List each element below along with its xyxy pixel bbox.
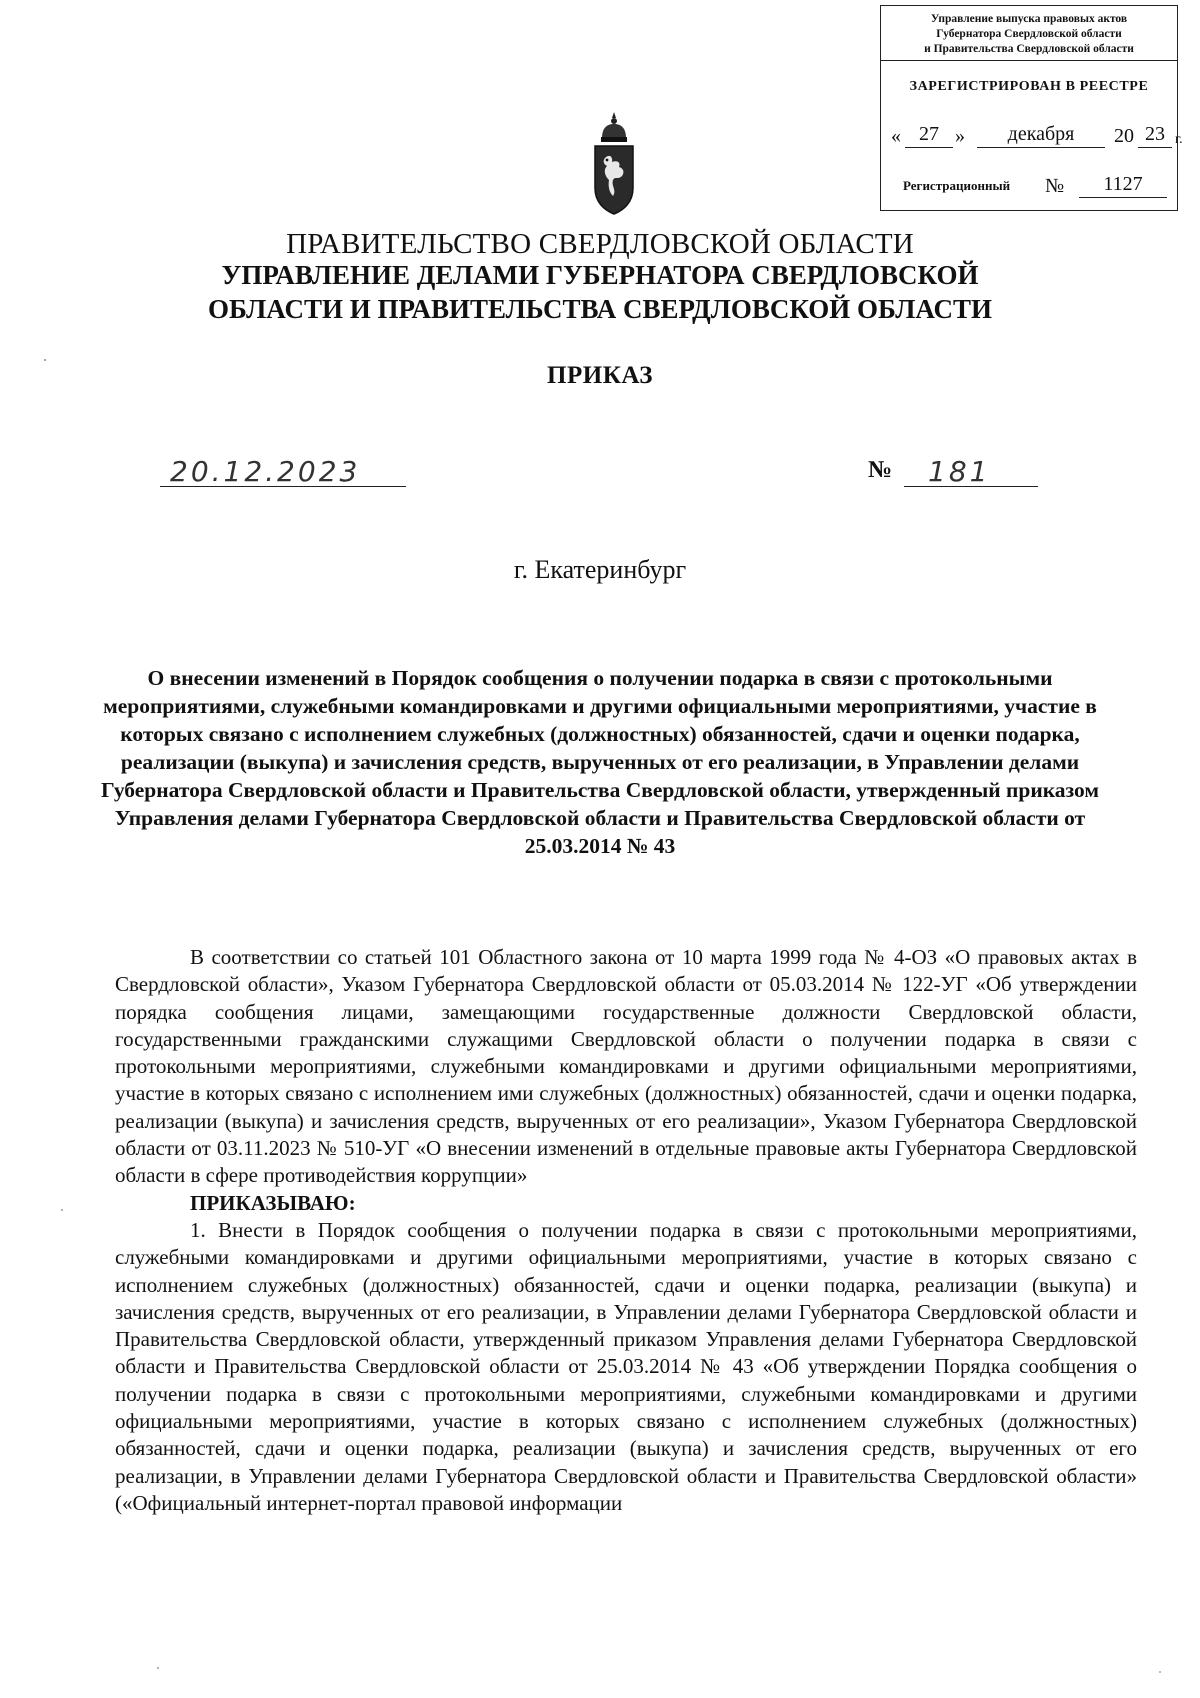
stamp-close-quote: » xyxy=(955,125,965,147)
department-title-line-1: УПРАВЛЕНИЕ ДЕЛАМИ ГУБЕРНАТОРА СВЕРДЛОВСКОЙ xyxy=(221,260,979,290)
directive-heading: ПРИКАЗЫВАЮ: xyxy=(190,1190,356,1215)
order-number-label: № xyxy=(868,457,893,483)
order-date-field xyxy=(160,455,406,487)
stamp-year-abbr: г. xyxy=(1175,132,1183,147)
stamp-year-prefix: 20 xyxy=(1114,125,1134,147)
city: г. Екатеринбург xyxy=(513,555,687,584)
stamp-day: 27 xyxy=(905,121,953,148)
document-body xyxy=(115,944,1137,1517)
stamp-header-line: Управление выпуска правовых актов xyxy=(930,13,1128,25)
stamp-month: декабря xyxy=(977,121,1105,148)
stamp-reg-label: Регистрационный xyxy=(903,178,1011,193)
stamp-date-row xyxy=(891,120,1183,148)
stamp-header-line: Губернатора Свердловской области xyxy=(936,28,1122,40)
order-date: 20.12.2023 xyxy=(170,455,361,488)
coat-of-arms-emblem xyxy=(591,110,637,216)
stamp-header-line: и Правительства Свердловской области xyxy=(924,43,1134,55)
order-number-field xyxy=(904,455,1038,487)
department-title-line-2: ОБЛАСТИ И ПРАВИТЕЛЬСТВА СВЕРДЛОВСКОЙ ОБЛАСТИ xyxy=(208,294,992,324)
stamp-year-suffix: 23 xyxy=(1138,121,1172,148)
document-type: ПРИКАЗ xyxy=(547,362,653,389)
order-number: 181 xyxy=(928,455,991,488)
stamp-registered-title: ЗАРЕГИСТРИРОВАН В РЕЕСТРЕ xyxy=(909,79,1149,94)
government-title: ПРАВИТЕЛЬСТВО СВЕРДЛОВСКОЙ ОБЛАСТИ xyxy=(286,228,914,260)
stamp-header xyxy=(881,6,1177,61)
registration-stamp xyxy=(880,5,1183,211)
stamp-reg-no-sign: № xyxy=(1045,175,1065,197)
document-title: О внесении изменений в Порядок сообщения о получении подарка в связи с протокольными мероприятиями, служебными командировками и другими официальными мероприятиями, участие в которых связано с исполнением служебных (должностных) обязанностей, сдачи и оценки подарка, реализации (выкупа) и зачисления средств, вырученных от его реализации, в Управлении делами Губернатора Свердловской области и Правительства Свердловской области, утвержденный приказом Управления делами Губернатора Свердловской области и Правительства Свердловской области от 25.03.2014 № 43 xyxy=(100,666,1100,858)
item-1-paragraph: 1. Внести в Порядок сообщения о получении подарка в связи с протокольными мероприятиями, служебными командировками и другими официальными мероприятиями, участие в которых связано с исполнением служебных (должностных) обязанностей, сдачи и оценки подарка, реализации (выкупа) и зачисления средств, вырученных от его реализации, в Управлении делами Губернатора Свердловской области и Правительства Свердловской области, утвержденный приказом Управления делами Губернатора Свердловской области и Правительства Свердловской области от 25.03.2014 № 43 «Об утверждении Порядка сообщения о получении подарка в связи с протокольными мероприятиями, служебными командировками и другими официальными мероприятиями, участие в которых связано с исполнением служебных (должностных) обязанностей, сдачи и оценки подарка, реализации (выкупа) и зачисления средств, вырученных от его реализации, в Управлении делами Губернатора Свердловской области и Правительства Свердловской области» («Официальный интернет-портал правовой информации xyxy=(115,1217,1137,1515)
stamp-registration-row xyxy=(903,168,1167,198)
stamp-reg-number: 1127 xyxy=(1079,171,1167,198)
stamp-open-quote: « xyxy=(891,125,901,147)
preamble-paragraph: В соответствии со статьей 101 Областного закона от 10 марта 1999 года № 4-ОЗ «О правовых актах в Свердловской области», Указом Губернатора Свердловской области от 05.03.2014 № 122-УГ «Об утверждении порядка сообщения лицами, замещающими государственные должности Свердловской области, государственными гражданскими служащими Свердловской области о получении подарка в связи с протокольными мероприятиями, служебными командировками и другими официальными мероприятиями, участие в которых связано с исполнением ими служебных (должностных) обязанностей, сдачи и оценки подарка, реализации (выкупа) и зачисления средств, вырученных от его реализации», Указом Губернатора Свердловской области от 03.11.2023 № 510-УГ «О внесении изменений в отдельные правовые акты Губернатора Свердловской области в сфере противодействия коррупции» xyxy=(115,945,1137,1188)
